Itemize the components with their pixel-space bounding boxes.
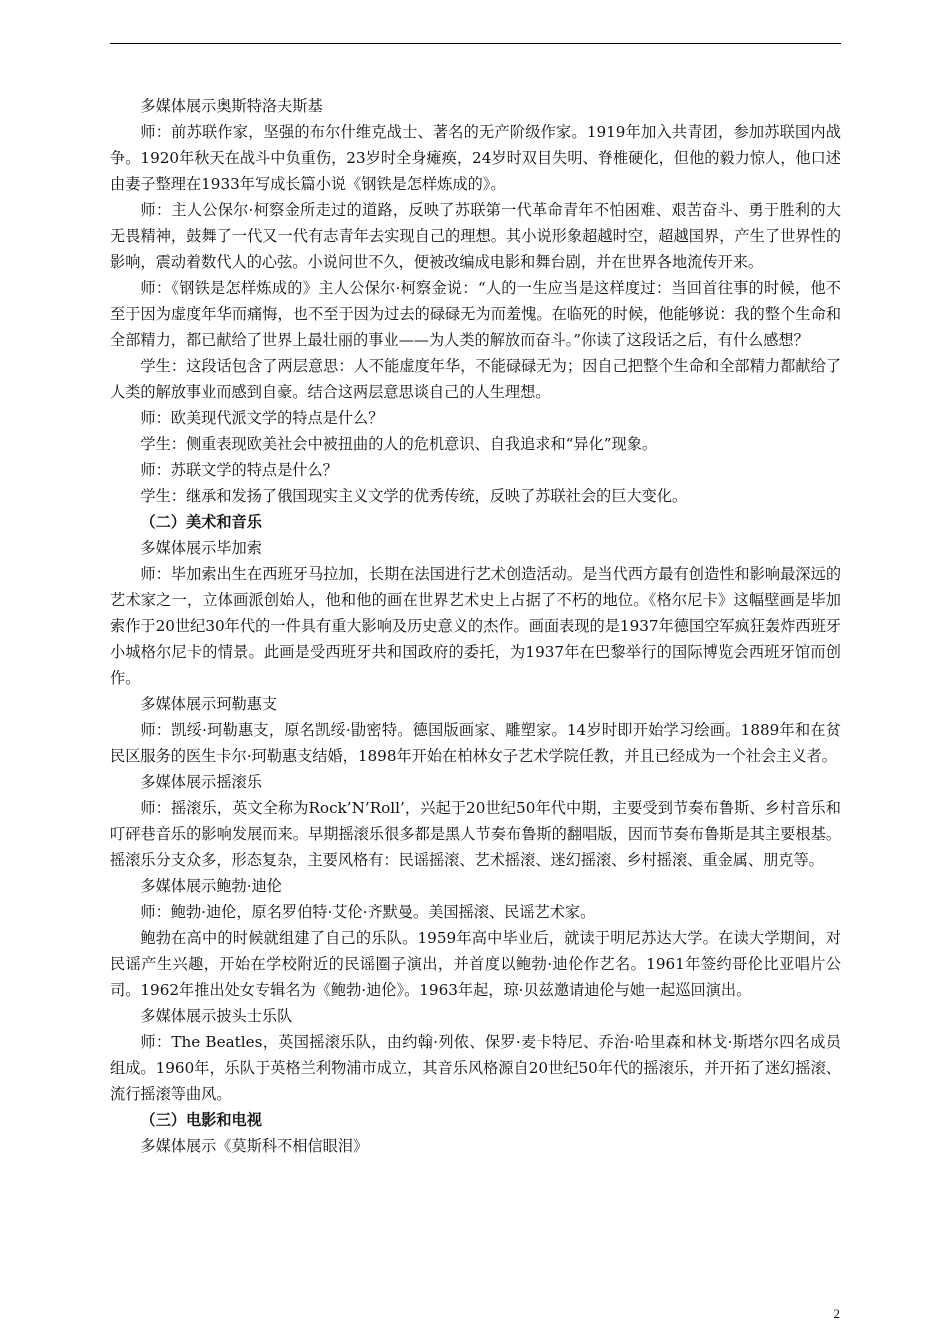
- paragraph: 多媒体展示《莫斯科不相信眼泪》: [140, 1137, 369, 1155]
- paragraph: 多媒体展示毕加索: [140, 539, 262, 557]
- paragraph: 师：欧美现代派文学的特点是什么？: [140, 409, 384, 427]
- paragraph: 学生：这段话包含了两层意思：人不能虚度年华，不能碌碌无为；因自己把整个生命和全部精力都献给了人类的解放事业而感到自豪。结合这两层意思谈自己的人生理想。: [110, 357, 841, 401]
- header-rule: [110, 43, 841, 44]
- document-body: [110, 93, 841, 1159]
- paragraph: 多媒体展示奥斯特洛夫斯基: [140, 97, 323, 115]
- paragraph: 师：主人公保尔·柯察金所走过的道路，反映了苏联第一代革命青年不怕困难、艰苦奋斗、勇于胜利的大无畏精神，鼓舞了一代又一代有志青年去实现自己的理想。其小说形象超越时空，超越国界，产生了世界性的影响，震动着数代人的心弦。小说问世不久，便被改编成电影和舞台剧，并在世界各地流传开来。: [110, 201, 841, 271]
- paragraph: 师：《钢铁是怎样炼成的》主人公保尔·柯察金说：“人的一生应当是这样度过：当回首往事的时候，他不至于因为虚度年华而痛悔，也不至于因为过去的碌碌无为而羞愧。在临死的时候，他能够说：我的整个生命和全部精力，都已献给了世界上最壮丽的事业——为人类的解放而奋斗。”你读了这段话之后，有什么感想？: [110, 279, 841, 349]
- paragraph: 师：The Beatles，英国摇滚乐队，由约翰·列侬、保罗·麦卡特尼、乔治·哈里森和林戈·斯塔尔四名成员组成。1960年，乐队于英格兰利物浦市成立，其音乐风格源自20世纪50年代的摇滚乐，并开拓了迷幻摇滚、流行摇滚等曲风。: [110, 1033, 841, 1103]
- paragraph: 师：苏联文学的特点是什么？: [140, 461, 338, 479]
- section-heading: （二）美术和音乐: [140, 513, 262, 531]
- paragraph: 师：毕加索出生在西班牙马拉加，长期在法国进行艺术创造活动。是当代西方最有创造性和影响最深远的艺术家之一，立体画派创始人，他和他的画在世界艺术史上占据了不朽的地位。《格尔尼卡》这幅壁画是毕加索作于20世纪30年代的一件具有重大影响及历史意义的杰作。画面表现的是1937年德国空军疯狂轰炸西班牙小城格尔尼卡的情景。此画是受西班牙共和国政府的委托，为1937年在巴黎举行的国际博览会西班牙馆而创作。: [110, 565, 841, 687]
- paragraph: 学生：侧重表现欧美社会中被扭曲的人的危机意识、自我追求和“异化”现象。: [140, 435, 658, 453]
- paragraph: 多媒体展示摇滚乐: [140, 773, 262, 791]
- paragraph: 师：凯绥·珂勒惠支，原名凯绥·勖密特。德国版画家、雕塑家。14岁时即开始学习绘画。1889年和在贫民区服务的医生卡尔·珂勒惠支结婚，1898年开始在柏林女子艺术学院任教，并且已经成为一个社会主义者。: [110, 721, 841, 765]
- paragraph: 多媒体展示鲍勃·迪伦: [140, 877, 282, 895]
- paragraph: 师：前苏联作家，坚强的布尔什维克战士、著名的无产阶级作家。1919年加入共青团，参加苏联国内战争。1920年秋天在战斗中负重伤，23岁时全身瘫痪，24岁时双目失明、脊椎硬化，但他的毅力惊人，他口述由妻子整理在1933年写成长篇小说《钢铁是怎样炼成的》。: [110, 123, 841, 193]
- paragraph: 学生：继承和发扬了俄国现实主义文学的优秀传统，反映了苏联社会的巨大变化。: [140, 487, 688, 505]
- page-number: 2: [833, 1306, 840, 1321]
- paragraph: 师：摇滚乐，英文全称为Rock’N’Roll’，兴起于20世纪50年代中期，主要受到节奏布鲁斯、乡村音乐和叮砰巷音乐的影响发展而来。早期摇滚乐很多都是黑人节奏布鲁斯的翻唱版，因而节奏布鲁斯是其主要根基。摇滚乐分支众多，形态复杂，主要风格有：民谣摇滚、艺术摇滚、迷幻摇滚、乡村摇滚、重金属、朋克等。: [110, 799, 841, 869]
- paragraph: 多媒体展示珂勒惠支: [140, 695, 278, 713]
- paragraph: 师：鲍勃·迪伦，原名罗伯特·艾伦·齐默曼。美国摇滚、民谣艺术家。: [140, 903, 596, 921]
- paragraph: 多媒体展示披头士乐队: [140, 1007, 293, 1025]
- section-heading: （三）电影和电视: [140, 1111, 262, 1129]
- paragraph: 鲍勃在高中的时候就组建了自己的乐队。1959年高中毕业后，就读于明尼苏达大学。在读大学期间，对民谣产生兴趣，开始在学校附近的民谣圈子演出，并首度以鲍勃·迪伦作艺名。1961年签约哥伦比亚唱片公司。1962年推出处女专辑名为《鲍勃·迪伦》。1963年起，琼·贝兹邀请迪伦与她一起巡回演出。: [110, 929, 841, 999]
